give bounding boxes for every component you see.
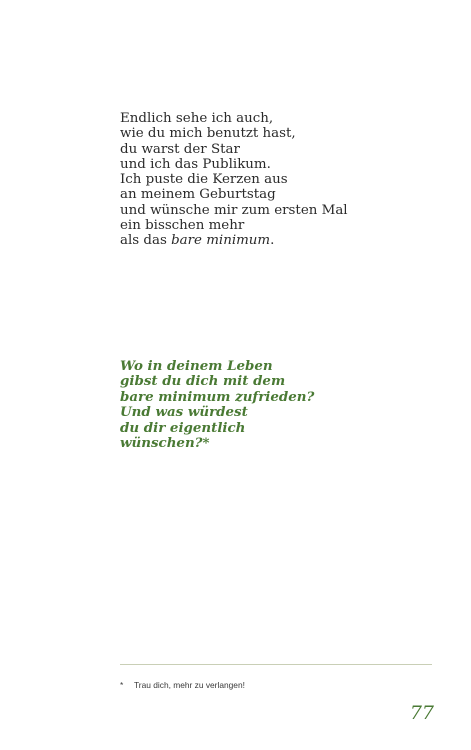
poem-line: und ich das Publikum. xyxy=(120,156,271,172)
question-line: du dir eigentlich xyxy=(120,419,246,436)
poem-line: Ich puste die Kerzen aus xyxy=(120,172,288,188)
poem-line: an meinem Geburtstag xyxy=(120,187,276,203)
footnote xyxy=(120,680,245,690)
poem-line: wie du mich benutzt hast, xyxy=(120,126,296,142)
poem-last-line xyxy=(120,233,420,248)
poem-line: ein bisschen mehr xyxy=(120,218,245,234)
poem-line: du warst der Star xyxy=(120,141,240,157)
poem-last-line-prefix: als das xyxy=(120,233,172,249)
poem-line: Endlich sehe ich auch, xyxy=(120,111,274,126)
question-line: Wo in deinem Leben xyxy=(120,358,273,374)
footnote-divider xyxy=(120,664,432,665)
footnote-mark: * xyxy=(120,680,124,690)
poem-last-line-suffix: . xyxy=(270,233,275,249)
reflection-question xyxy=(120,359,420,451)
poem-emphasis: bare minimum xyxy=(171,233,271,249)
poem-line: und wünsche mir zum ersten Mal xyxy=(120,202,348,218)
page-number: 77 xyxy=(409,702,434,724)
question-line: gibst du dich mit dem xyxy=(120,373,286,390)
question-line: bare minimum zufrieden? xyxy=(120,388,315,405)
question-line: wünschen?* xyxy=(120,435,210,452)
question-line: Und was würdest xyxy=(120,404,248,421)
footnote-text: Trau dich, mehr zu verlangen! xyxy=(134,680,245,690)
poem-block xyxy=(120,111,420,249)
